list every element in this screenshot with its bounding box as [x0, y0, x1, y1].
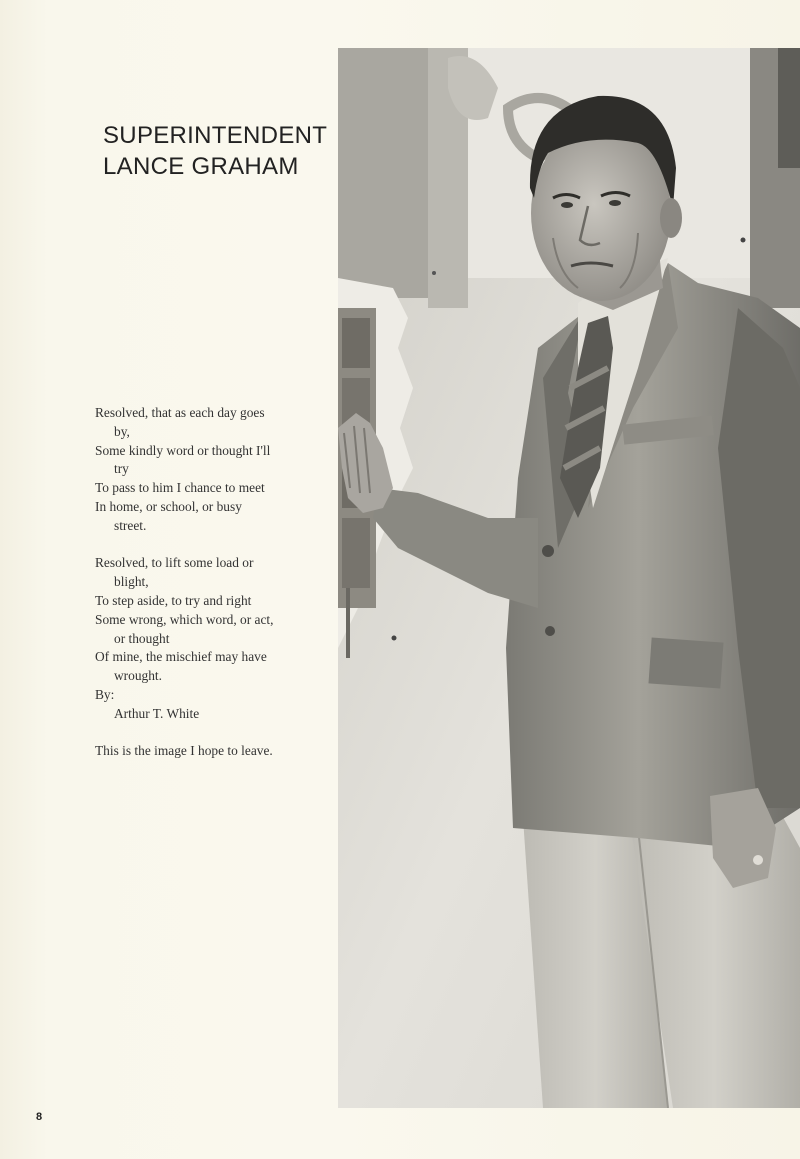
title-line-2: LANCE GRAHAM: [103, 153, 299, 180]
poem-line: Resolved, that as each day goes: [95, 405, 265, 420]
poem-line: In home, or school, or busy: [95, 498, 242, 514]
poem-line: blight,: [114, 574, 149, 590]
portrait-photo: [338, 48, 800, 1108]
poem-line: street.: [114, 517, 147, 533]
title-line-1: SUPERINTENDENT: [103, 122, 328, 149]
page-number: 8: [36, 1111, 43, 1123]
poem-stanza-gap: [95, 536, 335, 555]
poem-line: Some kindly word or thought I'll: [95, 442, 271, 458]
poem-line: This is the image I hope to leave.: [95, 743, 273, 759]
poem-line: Of mine, the mischief may have: [95, 649, 267, 665]
poem-line: To step aside, to try and right: [95, 592, 252, 608]
poem-line: To pass to him I chance to meet: [95, 480, 265, 496]
poem-stanza-gap: [95, 724, 335, 743]
poem-line: Resolved, to lift some load or: [95, 555, 254, 571]
poem-line: or thought: [114, 630, 170, 646]
poem-line: By:: [95, 686, 115, 702]
page-title: [103, 120, 333, 182]
poem-line: Some wrong, which word, or act,: [95, 611, 274, 627]
poem-line: wrought.: [114, 668, 162, 684]
poem-line: by,: [114, 423, 130, 439]
poem-line: try: [114, 461, 129, 477]
poem-block: [95, 404, 335, 761]
poem-line: Arthur T. White: [114, 705, 200, 721]
portrait-illustration: [338, 48, 800, 1108]
